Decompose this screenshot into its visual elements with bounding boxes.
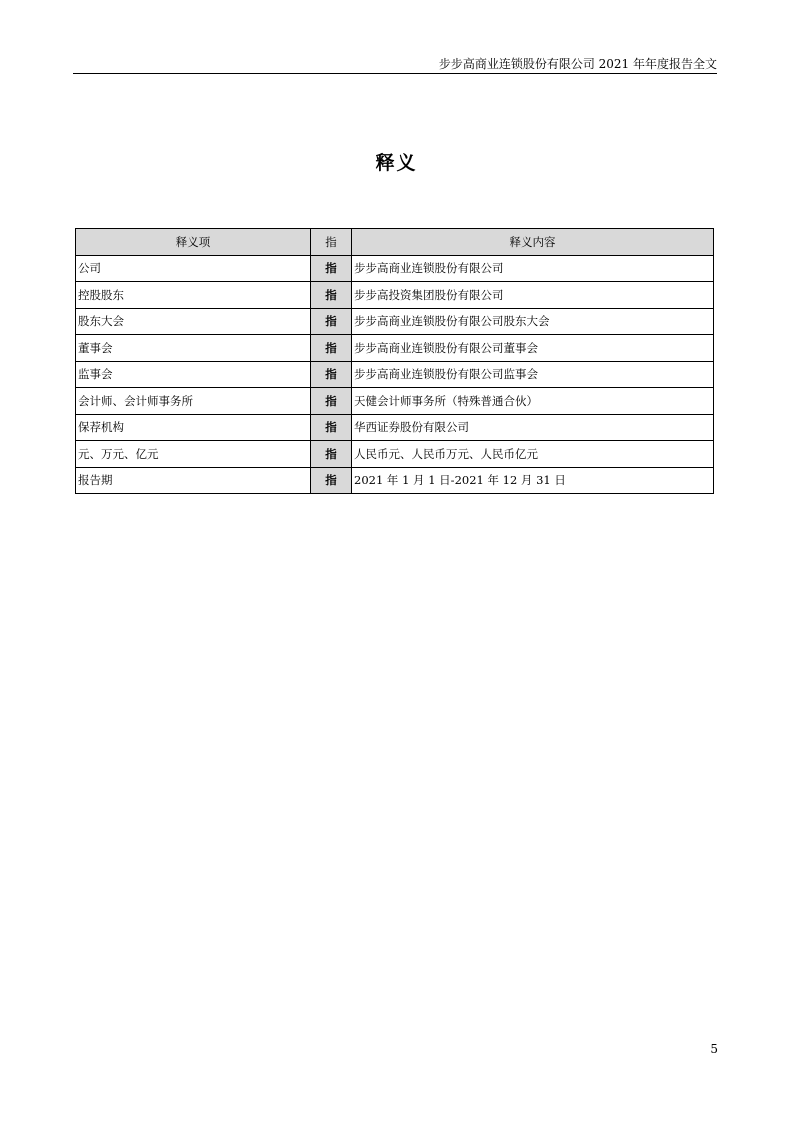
- header-meaning: 释义内容: [352, 229, 714, 256]
- refers-cell: 指: [311, 335, 352, 362]
- meaning-cell: 步步高投资集团股份有限公司: [352, 282, 714, 309]
- meaning-cell: 人民币元、人民币万元、人民币亿元: [352, 441, 714, 468]
- table-row: [76, 361, 714, 388]
- meaning-cell: 2021 年 1 月 1 日-2021 年 12 月 31 日: [352, 467, 714, 494]
- term-cell: 元、万元、亿元: [76, 441, 311, 468]
- term-cell: 公司: [76, 255, 311, 282]
- refers-cell: 指: [311, 308, 352, 335]
- meaning-cell: 步步高商业连锁股份有限公司股东大会: [352, 308, 714, 335]
- table-row: [76, 282, 714, 309]
- refers-cell: 指: [311, 441, 352, 468]
- term-cell: 报告期: [76, 467, 311, 494]
- term-cell: 监事会: [76, 361, 311, 388]
- table-row: [76, 388, 714, 415]
- term-cell: 董事会: [76, 335, 311, 362]
- header-rule: [73, 73, 717, 74]
- page-number: 5: [710, 1042, 718, 1056]
- refers-cell: 指: [311, 388, 352, 415]
- term-cell: 股东大会: [76, 308, 311, 335]
- running-header: 步步高商业连锁股份有限公司 2021 年年度报告全文: [438, 57, 717, 71]
- table-row: [76, 414, 714, 441]
- table-row: [76, 308, 714, 335]
- refers-cell: 指: [311, 282, 352, 309]
- definitions-table: [75, 228, 714, 494]
- refers-cell: 指: [311, 361, 352, 388]
- table-row: [76, 335, 714, 362]
- table-row: [76, 467, 714, 494]
- meaning-cell: 天健会计师事务所（特殊普通合伙）: [352, 388, 714, 415]
- header-term: 释义项: [76, 229, 311, 256]
- refers-cell: 指: [311, 467, 352, 494]
- section-title: 释义: [375, 152, 418, 174]
- refers-cell: 指: [311, 414, 352, 441]
- table-row: [76, 255, 714, 282]
- meaning-cell: 步步高商业连锁股份有限公司: [352, 255, 714, 282]
- meaning-cell: 步步高商业连锁股份有限公司董事会: [352, 335, 714, 362]
- refers-cell: 指: [311, 255, 352, 282]
- meaning-cell: 步步高商业连锁股份有限公司监事会: [352, 361, 714, 388]
- term-cell: 控股股东: [76, 282, 311, 309]
- term-cell: 会计师、会计师事务所: [76, 388, 311, 415]
- term-cell: 保荐机构: [76, 414, 311, 441]
- header-refers: 指: [311, 229, 352, 256]
- table-row: [76, 441, 714, 468]
- meaning-cell: 华西证券股份有限公司: [352, 414, 714, 441]
- table-header-row: [76, 229, 714, 256]
